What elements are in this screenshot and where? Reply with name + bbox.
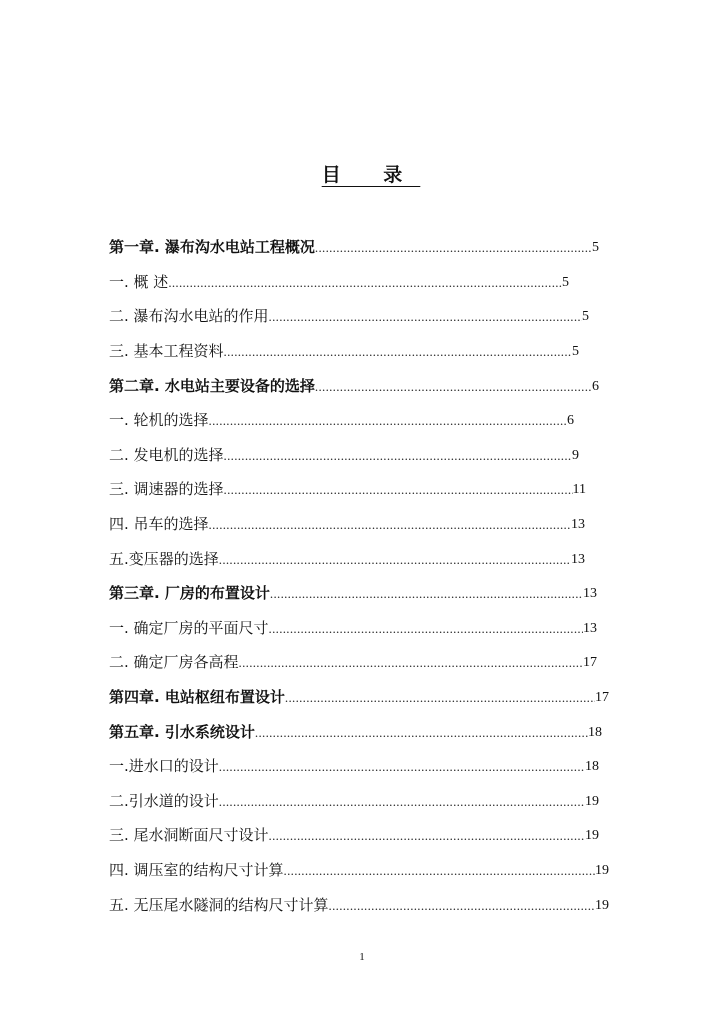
toc-dot-leader [209,410,567,430]
toc-entry-label: 二. 瀑布沟水电站的作用 [109,307,269,326]
toc-entry-page: 19 [595,862,609,878]
toc-entry-label: 第一章. 瀑布沟水电站工程概况 [109,238,315,257]
toc-dot-leader [255,722,588,742]
toc-dot-leader [224,479,573,499]
toc-section-row[interactable] [109,507,585,542]
toc-dot-leader [269,618,583,638]
toc-entry-page: 19 [595,897,609,913]
page-number: 1 [359,951,365,963]
toc-dot-leader [269,306,582,326]
toc-entry-label: 四. 调压室的结构尺寸计算 [109,860,284,879]
toc-entry-page: 18 [588,724,602,740]
toc-section-row[interactable] [109,438,579,473]
toc-entry-page: 5 [562,274,569,290]
toc-entry-page: 5 [592,240,599,256]
toc-entry-page: 13 [571,517,585,533]
toc-dot-leader [315,376,592,396]
toc-entry-label: 第二章. 水电站主要设备的选择 [109,376,315,395]
toc-entry-page: 5 [572,344,579,360]
toc-entry-label: 第三章. 厂房的布置设计 [109,584,270,603]
toc-dot-leader [285,687,595,707]
toc-chapter-row[interactable] [109,714,602,749]
toc-dot-leader [269,825,585,845]
toc-entry-page: 5 [582,309,589,325]
toc-dot-leader [224,445,572,465]
toc-entry-label: 五.变压器的选择 [109,549,219,568]
toc-chapter-row[interactable] [109,368,599,403]
toc-entry-page: 13 [583,586,597,602]
toc-entry-label: 一. 确定厂房的平面尺寸 [109,618,269,637]
toc-entry-label: 第四章. 电站枢纽布置设计 [109,688,285,707]
toc-dot-leader [219,549,571,569]
toc-section-row[interactable] [109,334,579,369]
toc-section-row[interactable] [109,749,599,784]
toc-dot-leader [219,791,585,811]
toc-dot-leader [239,652,583,672]
toc-section-row[interactable] [109,299,589,334]
toc-entry-page: 19 [585,828,599,844]
toc-dot-leader [224,341,572,361]
toc-section-row[interactable] [109,887,609,922]
toc-section-row[interactable] [109,403,574,438]
toc-entry-page: 6 [567,413,574,429]
toc-entry-page: 18 [585,759,599,775]
toc-entry-label: 三. 基本工程资料 [109,342,224,361]
toc-entry-label: 二.引水道的设计 [109,791,219,810]
table-of-contents [109,230,609,922]
toc-entry-page: 13 [583,620,597,636]
toc-entry-label: 二. 发电机的选择 [109,445,224,464]
toc-entry-label: 三. 尾水洞断面尺寸设计 [109,826,269,845]
toc-section-row[interactable] [109,818,599,853]
toc-dot-leader [315,237,592,257]
toc-entry-label: 第五章. 引水系统设计 [109,722,255,741]
toc-entry-label: 四. 吊车的选择 [109,515,209,534]
toc-section-row[interactable] [109,541,585,576]
toc-entry-page: 17 [595,690,609,706]
toc-section-row[interactable] [109,853,609,888]
page-title: 目 录 [321,164,421,186]
toc-dot-leader [284,860,595,880]
toc-entry-page: 13 [571,551,585,567]
toc-entry-label: 三. 调速器的选择 [109,480,224,499]
toc-entry-label: 五. 无压尾水隧洞的结构尺寸计算 [109,895,329,914]
toc-section-row[interactable] [109,784,599,819]
toc-chapter-row[interactable] [109,680,609,715]
toc-chapter-row[interactable] [109,576,597,611]
toc-dot-leader [329,895,595,915]
toc-entry-page: 11 [572,482,586,498]
toc-entry-label: 一. 轮机的选择 [109,411,209,430]
toc-chapter-row[interactable] [109,230,599,265]
toc-section-row[interactable] [109,645,597,680]
toc-entry-label: 一. 概 述 [109,272,169,291]
toc-entry-label: 一.进水口的设计 [109,757,219,776]
toc-dot-leader [209,514,571,534]
toc-entry-page: 9 [572,447,579,463]
toc-entry-page: 19 [585,793,599,809]
toc-entry-page: 6 [592,378,599,394]
toc-entry-label: 二. 确定厂房各高程 [109,653,239,672]
toc-dot-leader [219,756,585,776]
toc-section-row[interactable] [109,472,586,507]
toc-section-row[interactable] [109,265,569,300]
toc-section-row[interactable] [109,611,597,646]
toc-entry-page: 17 [583,655,597,671]
toc-dot-leader [168,272,562,292]
toc-dot-leader [270,583,583,603]
